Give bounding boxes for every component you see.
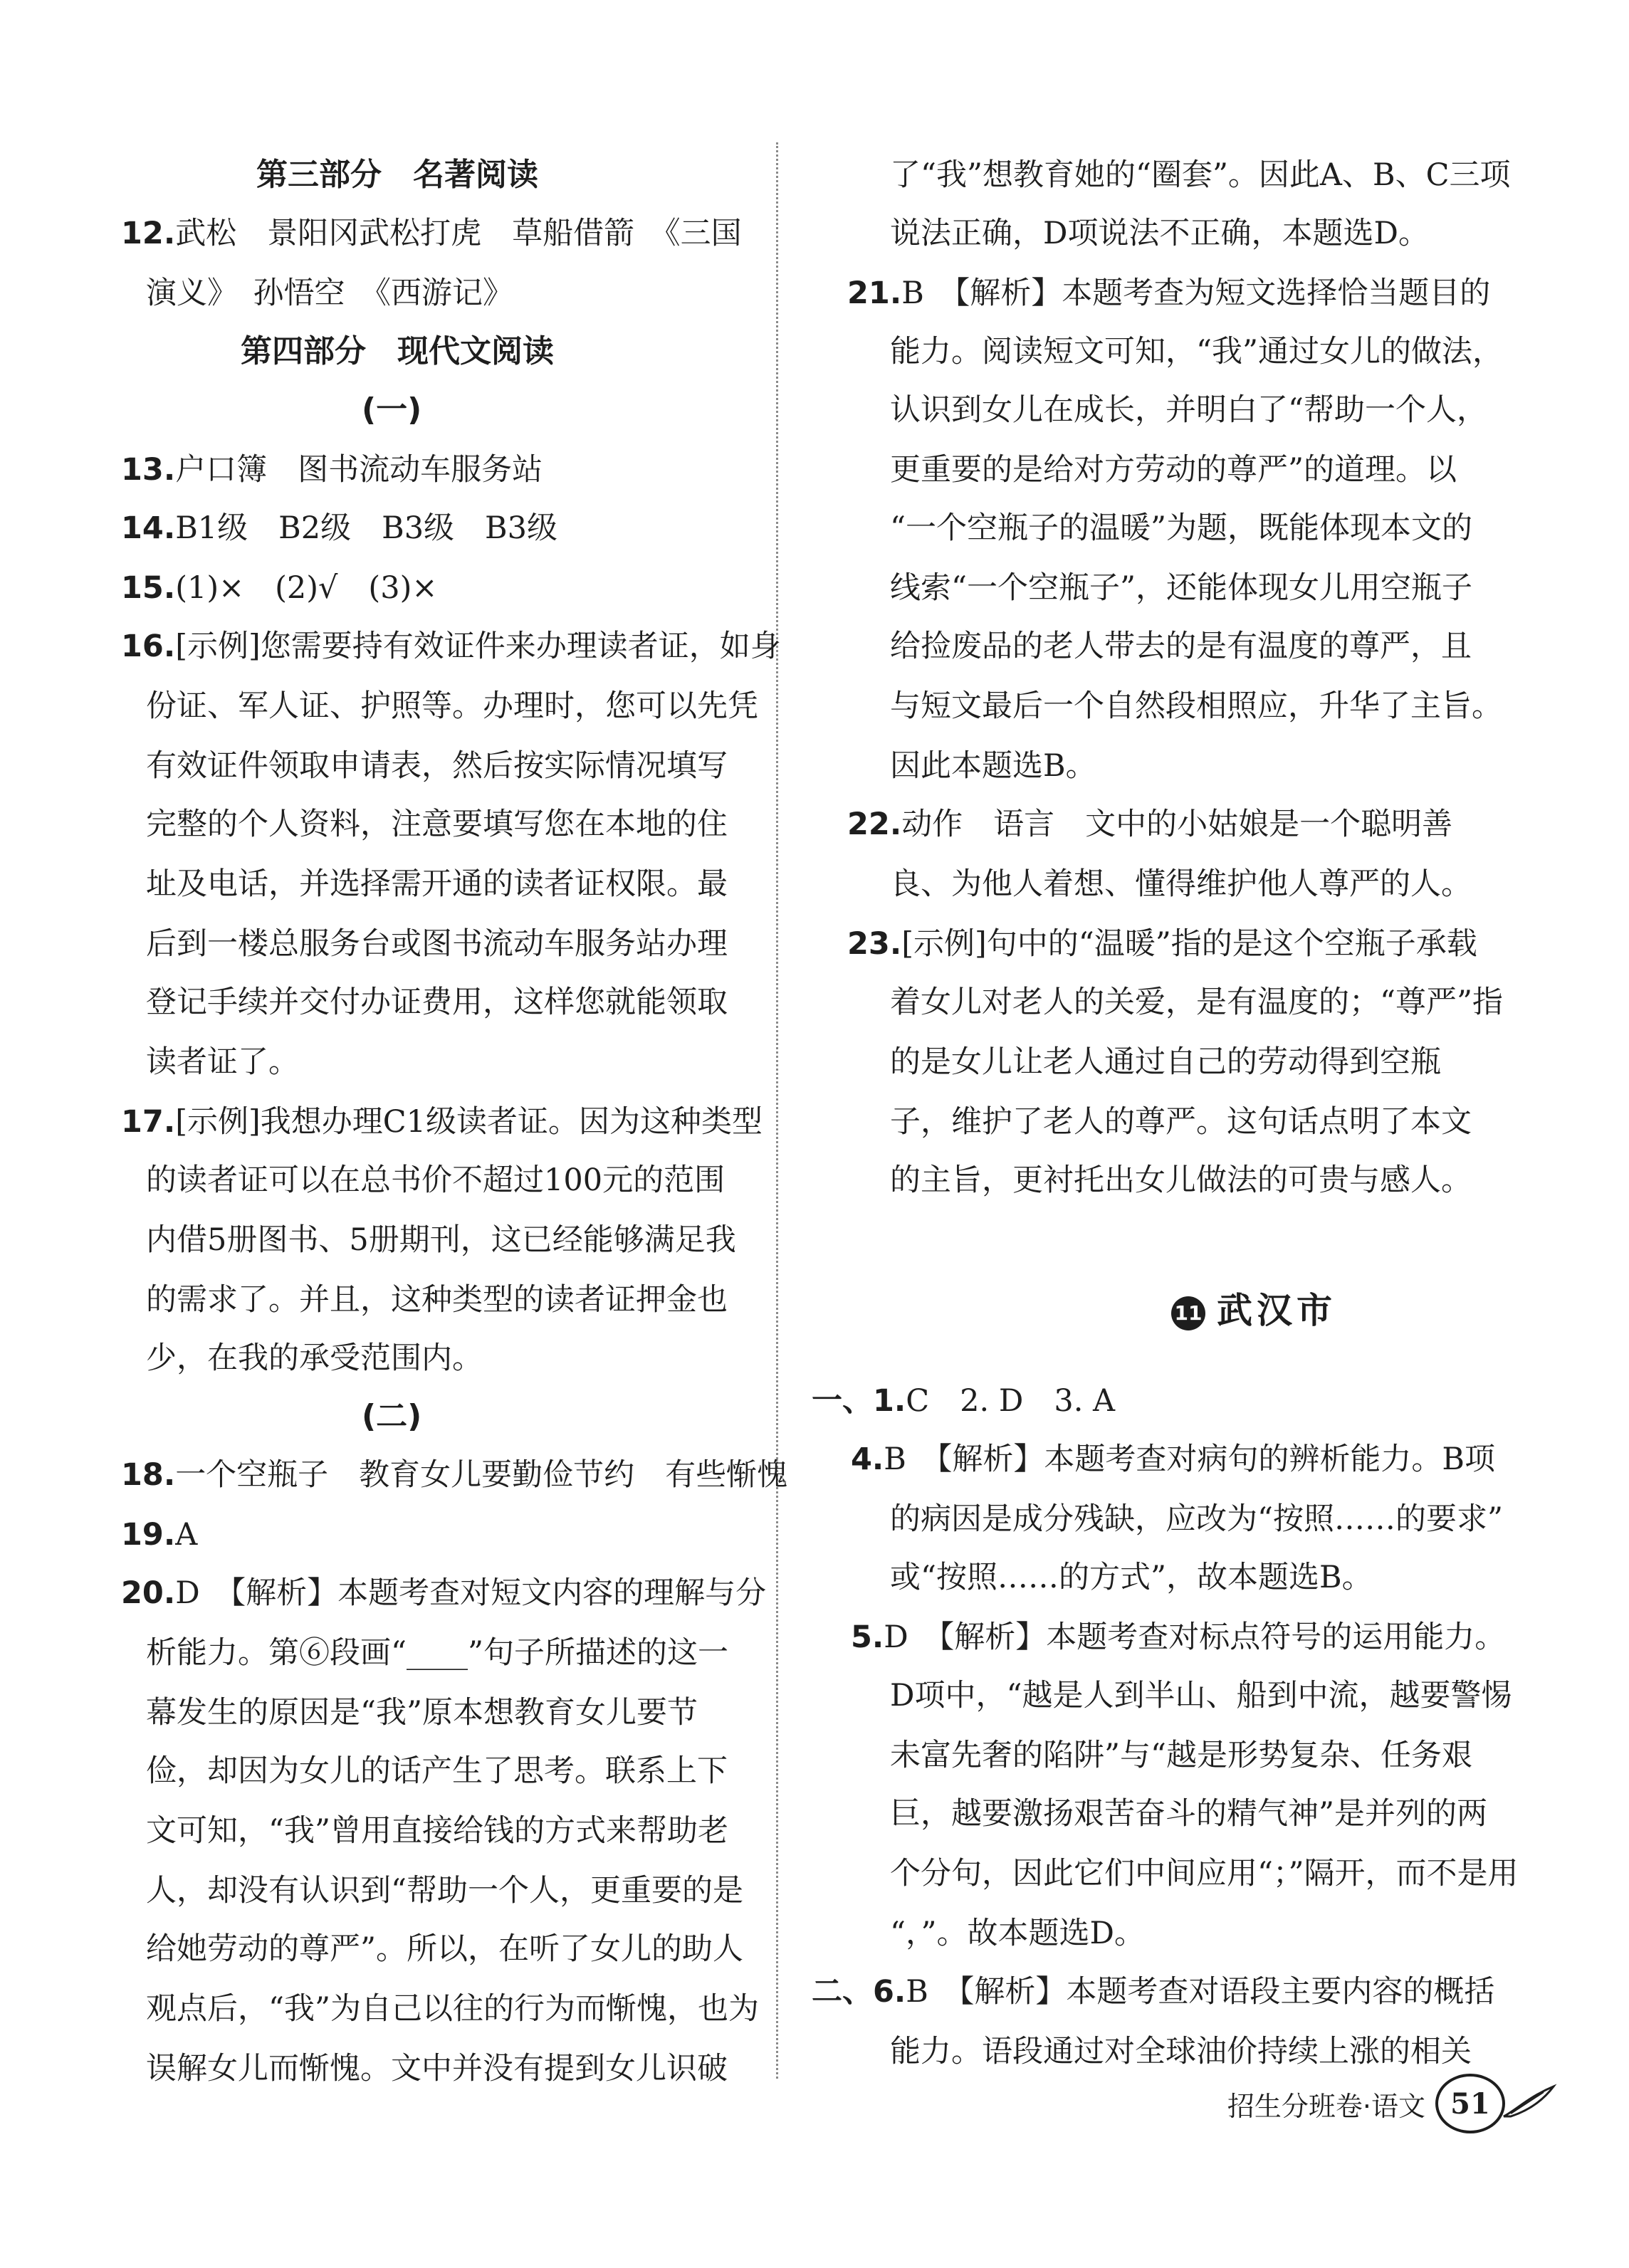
question-number: 4. — [851, 1442, 884, 1477]
line-text: 未富先奢的陷阱”与“越是形势复杂、任务艰 — [890, 1738, 1472, 1773]
line-text: 能力。阅读短文可知，“我”通过女儿的做法， — [890, 334, 1503, 369]
answer-line — [121, 1573, 766, 1613]
line-text: 第三部分 名著阅读 — [256, 157, 538, 193]
question-number: 21. — [847, 275, 902, 311]
line-text: “，”。故本题选D。 — [890, 1916, 1145, 1951]
page-footer — [1227, 2072, 1558, 2136]
line-text: 的病因是成分残缺，应改为“按照……的要求” — [890, 1501, 1503, 1537]
line-text: 与短文最后一个自然段相照应，升华了主旨。 — [890, 688, 1502, 724]
line-text: 一个空瓶子 教育女儿要勤俭节约 有些惭愧 — [175, 1457, 788, 1493]
answer-line — [146, 1280, 728, 1320]
line-text: D 【解析】本题考查对标点符号的运用能力。 — [884, 1619, 1506, 1655]
answer-line — [146, 1929, 743, 1969]
answer-line — [890, 1499, 1503, 1539]
answer-line — [890, 1160, 1472, 1200]
answer-line — [146, 1811, 728, 1851]
answer-line — [890, 982, 1503, 1022]
answer-line — [890, 390, 1487, 430]
answer-line — [890, 1854, 1518, 1894]
line-text: 内借5册图书、5册期刊，这已经能够满足我 — [146, 1222, 736, 1258]
answer-line — [890, 1736, 1472, 1775]
line-text: 更重要的是给对方劳动的尊严”的道理。以 — [890, 452, 1457, 488]
question-number: 18. — [121, 1457, 176, 1493]
answer-line — [146, 924, 728, 964]
answer-line — [146, 686, 758, 726]
question-number: 14. — [121, 510, 176, 546]
line-text: 能力。语段通过对全球油价持续上涨的相关 — [890, 2034, 1472, 2069]
line-text: 了“我”想教育她的“圈套”。因此A、B、C三项 — [890, 157, 1511, 193]
line-text: 析能力。第⑥段画“____”句子所描述的这一 — [146, 1635, 728, 1671]
line-text: B 【解析】本题考查对语段主要内容的概括 — [906, 1974, 1495, 2010]
column-divider — [776, 142, 778, 2079]
line-text: 址及电话，并选择需开通的读者证权限。最 — [146, 866, 728, 902]
line-text: (一) — [362, 392, 422, 428]
section-heading — [362, 390, 421, 430]
answer-line — [890, 746, 1096, 786]
line-text: [示例]您需要持有效证件来办理读者证，如身 — [175, 629, 781, 664]
question-number: 16. — [121, 629, 176, 664]
line-text: 的主旨，更衬托出女儿做法的可贵与感人。 — [890, 1162, 1472, 1198]
section-heading — [241, 332, 554, 372]
question-number: 15. — [121, 570, 176, 606]
answer-line — [146, 1220, 736, 1260]
answer-line — [121, 214, 742, 253]
line-text: D 【解析】本题考查对短文内容的理解与分 — [175, 1575, 767, 1611]
question-number: 20. — [121, 1575, 176, 1611]
answer-line — [146, 864, 728, 904]
section-number-badge: 11 — [1171, 1296, 1205, 1330]
answer-line — [146, 1871, 743, 1911]
line-text: 户口簿 图书流动车服务站 — [175, 452, 543, 488]
line-text: [示例]我想办理C1级读者证。因为这种类型 — [175, 1104, 763, 1140]
answer-line — [146, 1751, 728, 1791]
line-text: 第四部分 现代文阅读 — [241, 333, 554, 369]
answer-line — [890, 686, 1502, 726]
line-text: B 【解析】本题考查对病句的辨析能力。B项 — [884, 1442, 1495, 1477]
line-text: 人，却没有认识到“帮助一个人，更重要的是 — [146, 1873, 743, 1909]
question-number: 13. — [121, 452, 176, 488]
answer-line — [812, 1381, 1115, 1421]
feather-icon — [1501, 2082, 1558, 2125]
answer-line — [890, 626, 1472, 666]
answer-line — [121, 1515, 197, 1555]
line-text: 演义》 孙悟空 《西游记》 — [146, 275, 513, 311]
line-text: 线索“一个空瓶子”，还能体现女儿用空瓶子 — [890, 570, 1472, 606]
line-text: 少，在我的承受范围内。 — [146, 1340, 483, 1376]
line-text: 幕发生的原因是“我”原本想教育女儿要节 — [146, 1695, 698, 1731]
line-text: 巨，越要激扬艰苦奋斗的精气神”是并列的两 — [890, 1796, 1487, 1832]
answer-line — [146, 982, 728, 1022]
question-number: 一、1. — [812, 1383, 906, 1419]
line-text: 武松 景阳冈武松打虎 草船借箭 《三国 — [175, 216, 742, 251]
line-text: 说法正确，D项说法不正确，本题选D。 — [890, 216, 1429, 251]
line-text: “一个空瓶子的温暖”为题，既能体现本文的 — [890, 510, 1472, 546]
line-text: (1)× (2)√ (3)× — [175, 570, 438, 606]
answer-line — [146, 273, 513, 313]
answer-line — [890, 864, 1472, 904]
line-text: 个分句，因此它们中间应用“；”隔开，而不是用 — [890, 1856, 1519, 1891]
line-text: (二) — [362, 1398, 422, 1434]
line-text: B1级 B2级 B3级 B3级 — [175, 510, 558, 546]
answer-line — [146, 2049, 728, 2089]
answer-line — [890, 1794, 1487, 1834]
answer-line — [121, 508, 557, 548]
section-heading — [1171, 1286, 1336, 1335]
answer-line — [847, 804, 1452, 844]
answer-line — [890, 1913, 1145, 1953]
line-text: C 2. D 3. A — [906, 1383, 1116, 1419]
answer-line — [121, 1455, 787, 1495]
answer-line — [851, 1617, 1505, 1657]
line-text: 后到一楼总服务台或图书流动车服务站办理 — [146, 926, 728, 962]
line-text: 完整的个人资料，注意要填写您在本地的住 — [146, 807, 728, 842]
line-text: 给她劳动的尊严”。所以，在听了女儿的助人 — [146, 1931, 743, 1967]
answer-line — [146, 1989, 759, 2029]
line-text: 读者证了。 — [146, 1044, 299, 1080]
answer-line — [851, 1439, 1495, 1479]
answer-line — [890, 1042, 1441, 1082]
question-number: 19. — [121, 1517, 176, 1553]
question-number: 12. — [121, 216, 176, 251]
line-text: 的读者证可以在总书价不超过100元的范围 — [146, 1162, 726, 1198]
line-text: 份证、军人证、护照等。办理时，您可以先凭 — [146, 688, 758, 724]
line-text: D项中，“越是人到半山、船到中流，越要警惕 — [890, 1678, 1512, 1713]
answer-line — [890, 508, 1472, 548]
line-text: 俭，却因为女儿的话产生了思考。联系上下 — [146, 1753, 728, 1789]
line-text: 良、为他人着想、懂得维护他人尊严的人。 — [890, 866, 1472, 902]
line-text: 有效证件领取申请表，然后按实际情况填写 — [146, 748, 728, 784]
section-heading — [362, 1397, 421, 1437]
answer-line — [890, 1102, 1472, 1142]
answer-line — [890, 450, 1457, 490]
line-text: 子，维护了老人的尊严。这句话点明了本文 — [890, 1104, 1472, 1140]
answer-line — [890, 1558, 1373, 1597]
answer-line — [890, 2032, 1472, 2072]
line-text: 给捡废品的老人带去的是有温度的尊严，且 — [890, 629, 1472, 664]
answer-line — [146, 1042, 299, 1082]
line-text: 登记手续并交付办证费用，这样您就能领取 — [146, 985, 728, 1020]
line-text: 文可知，“我”曾用直接给钱的方式来帮助老 — [146, 1813, 728, 1849]
question-number: 22. — [847, 807, 902, 842]
line-text: [示例]句中的“温暖”指的是这个空瓶子承载 — [901, 926, 1477, 962]
answer-line — [146, 1338, 483, 1378]
answer-line — [146, 1693, 698, 1733]
answer-line — [847, 924, 1477, 964]
line-text: 观点后，“我”为自己以往的行为而惭愧，也为 — [146, 1991, 759, 2027]
answer-line — [890, 568, 1472, 608]
line-text: A — [175, 1517, 198, 1553]
page-number: 51 — [1435, 2074, 1505, 2133]
line-text: 的是女儿让老人通过自己的劳动得到空瓶 — [890, 1044, 1441, 1080]
answer-line — [847, 273, 1490, 313]
section-heading — [256, 155, 538, 195]
answer-line — [146, 1633, 728, 1673]
footer-title: 招生分班卷·语文 — [1227, 2090, 1425, 2122]
answer-line — [890, 214, 1429, 253]
line-text: 误解女儿而惭愧。文中并没有提到女儿识破 — [146, 2051, 728, 2086]
line-text: 的需求了。并且，这种类型的读者证押金也 — [146, 1282, 728, 1318]
line-text: 认识到女儿在成长，并明白了“帮助一个人， — [890, 392, 1487, 428]
question-number: 二、6. — [812, 1974, 906, 2010]
section-title: 武汉市 — [1217, 1290, 1336, 1331]
line-text: 因此本题选B。 — [890, 748, 1096, 784]
answer-line — [890, 155, 1511, 195]
line-text: 或“按照……的方式”，故本题选B。 — [890, 1560, 1373, 1595]
line-text: 动作 语言 文中的小姑娘是一个聪明善 — [901, 807, 1453, 842]
line-text: B 【解析】本题考查为短文选择恰当题目的 — [901, 275, 1491, 311]
answer-line — [890, 1676, 1512, 1716]
answer-line — [146, 804, 728, 844]
question-number: 5. — [851, 1619, 884, 1655]
question-number: 23. — [847, 926, 902, 962]
answer-line — [146, 1160, 725, 1200]
answer-line — [812, 1972, 1494, 2012]
question-number: 17. — [121, 1104, 176, 1140]
answer-line — [121, 1102, 763, 1142]
answer-line — [146, 746, 728, 786]
answer-line — [121, 626, 781, 666]
answer-line — [890, 332, 1503, 372]
answer-line — [121, 450, 543, 490]
line-text: 着女儿对老人的关爱，是有温度的；“尊严”指 — [890, 985, 1503, 1020]
answer-line — [121, 568, 437, 608]
